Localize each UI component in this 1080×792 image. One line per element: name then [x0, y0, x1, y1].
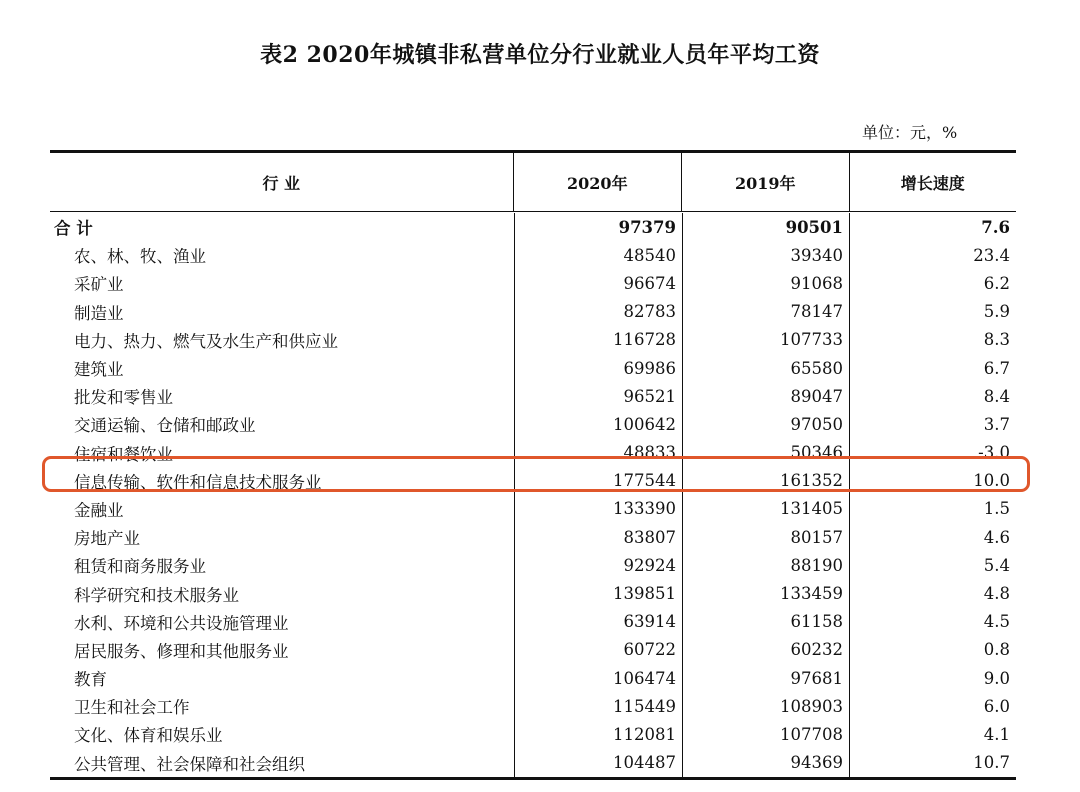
value-2020-cell: 133390 — [514, 495, 682, 523]
value-2019-cell: 61158 — [682, 608, 849, 636]
value-2020-cell: 100642 — [514, 410, 682, 438]
table-row — [50, 495, 1016, 523]
industry-cell: 制造业 — [74, 303, 124, 323]
value-2020-cell: 82783 — [514, 298, 682, 326]
value-2020-cell: 63914 — [514, 608, 682, 636]
industry-cell: 房地产业 — [74, 529, 140, 549]
growth-cell: 6.7 — [849, 354, 1016, 382]
growth-cell: 4.1 — [849, 720, 1016, 748]
unit-note: 单位：元，% — [862, 123, 958, 142]
value-2020-cell: 92924 — [514, 551, 682, 579]
total-growth: 7.6 — [849, 213, 1016, 241]
header-2019: 2019年 — [681, 153, 848, 211]
table-row — [50, 636, 1016, 664]
value-2019-cell: 78147 — [682, 298, 849, 326]
table-row — [50, 410, 1016, 438]
value-2019-cell: 88190 — [682, 551, 849, 579]
value-2020-cell: 177544 — [514, 467, 682, 495]
table-row — [50, 354, 1016, 382]
industry-cell: 租赁和商务服务业 — [74, 557, 206, 577]
table-row — [50, 579, 1016, 607]
value-2019-cell: 60232 — [682, 636, 849, 664]
header-industry: 行 业 — [262, 173, 301, 193]
header-growth: 增长速度 — [849, 153, 1016, 211]
value-2019-cell: 97050 — [682, 410, 849, 438]
table-row — [50, 241, 1016, 269]
industry-cell: 公共管理、社会保障和社会组织 — [74, 754, 305, 774]
value-2019-cell: 161352 — [682, 467, 849, 495]
industry-cell: 批发和零售业 — [74, 388, 173, 408]
wage-table — [50, 150, 1016, 780]
growth-cell: 10.7 — [849, 749, 1016, 777]
industry-cell: 金融业 — [74, 500, 124, 520]
growth-cell: 10.0 — [849, 467, 1016, 495]
value-2020-cell: 96521 — [514, 382, 682, 410]
growth-cell: -3.0 — [849, 439, 1016, 467]
table-row — [50, 664, 1016, 692]
table-title: 表2 2020年城镇非私营单位分行业就业人员年平均工资 — [260, 42, 820, 68]
value-2019-cell: 107733 — [682, 326, 849, 354]
growth-cell: 4.8 — [849, 579, 1016, 607]
growth-cell: 3.7 — [849, 410, 1016, 438]
industry-cell: 交通运输、仓储和邮政业 — [74, 416, 256, 436]
value-2020-cell: 139851 — [514, 579, 682, 607]
industry-cell: 建筑业 — [74, 360, 124, 380]
industry-cell: 采矿业 — [74, 275, 124, 295]
value-2019-cell: 97681 — [682, 664, 849, 692]
value-2019-cell: 80157 — [682, 523, 849, 551]
value-2019-cell: 91068 — [682, 269, 849, 297]
industry-cell: 电力、热力、燃气及水生产和供应业 — [74, 331, 338, 351]
table-row — [50, 439, 1016, 467]
growth-cell: 23.4 — [849, 241, 1016, 269]
value-2019-cell: 89047 — [682, 382, 849, 410]
value-2020-cell: 112081 — [514, 720, 682, 748]
table-row — [50, 551, 1016, 579]
industry-cell: 水利、环境和公共设施管理业 — [74, 613, 289, 633]
total-row — [50, 213, 1016, 241]
value-2019-cell: 94369 — [682, 749, 849, 777]
table-row — [50, 692, 1016, 720]
growth-cell: 4.5 — [849, 608, 1016, 636]
value-2019-cell: 108903 — [682, 692, 849, 720]
value-2020-cell: 69986 — [514, 354, 682, 382]
total-2019: 90501 — [682, 213, 849, 241]
growth-cell: 9.0 — [849, 664, 1016, 692]
value-2019-cell: 131405 — [682, 495, 849, 523]
value-2019-cell: 65580 — [682, 354, 849, 382]
value-2020-cell: 104487 — [514, 749, 682, 777]
value-2019-cell: 50346 — [682, 439, 849, 467]
total-label: 合 计 — [54, 219, 93, 239]
value-2020-cell: 96674 — [514, 269, 682, 297]
growth-cell: 4.6 — [849, 523, 1016, 551]
table-row — [50, 608, 1016, 636]
growth-cell: 6.0 — [849, 692, 1016, 720]
industry-cell: 卫生和社会工作 — [74, 698, 190, 718]
table-row — [50, 326, 1016, 354]
table-row — [50, 269, 1016, 297]
value-2020-cell: 115449 — [514, 692, 682, 720]
industry-cell: 信息传输、软件和信息技术服务业 — [74, 472, 322, 492]
table-row — [50, 382, 1016, 410]
table-row — [50, 467, 1016, 495]
table-row — [50, 298, 1016, 326]
table-row — [50, 720, 1016, 748]
growth-cell: 8.3 — [849, 326, 1016, 354]
table-body — [50, 212, 1016, 777]
value-2019-cell: 133459 — [682, 579, 849, 607]
growth-cell: 1.5 — [849, 495, 1016, 523]
value-2019-cell: 107708 — [682, 720, 849, 748]
table-row — [50, 749, 1016, 777]
value-2020-cell: 106474 — [514, 664, 682, 692]
value-2020-cell: 83807 — [514, 523, 682, 551]
growth-cell: 8.4 — [849, 382, 1016, 410]
growth-cell: 6.2 — [849, 269, 1016, 297]
value-2020-cell: 60722 — [514, 636, 682, 664]
value-2020-cell: 48833 — [514, 439, 682, 467]
value-2019-cell: 39340 — [682, 241, 849, 269]
industry-cell: 文化、体育和娱乐业 — [74, 726, 223, 746]
industry-cell: 住宿和餐饮业 — [74, 444, 173, 464]
growth-cell: 5.9 — [849, 298, 1016, 326]
value-2020-cell: 48540 — [514, 241, 682, 269]
industry-cell: 科学研究和技术服务业 — [74, 585, 239, 605]
growth-cell: 0.8 — [849, 636, 1016, 664]
industry-cell: 教育 — [74, 670, 107, 690]
industry-cell: 居民服务、修理和其他服务业 — [74, 641, 289, 661]
total-2020: 97379 — [514, 213, 682, 241]
table-row — [50, 523, 1016, 551]
table-header — [50, 153, 1016, 212]
industry-cell: 农、林、牧、渔业 — [74, 247, 206, 267]
value-2020-cell: 116728 — [514, 326, 682, 354]
header-2020: 2020年 — [513, 153, 681, 211]
growth-cell: 5.4 — [849, 551, 1016, 579]
